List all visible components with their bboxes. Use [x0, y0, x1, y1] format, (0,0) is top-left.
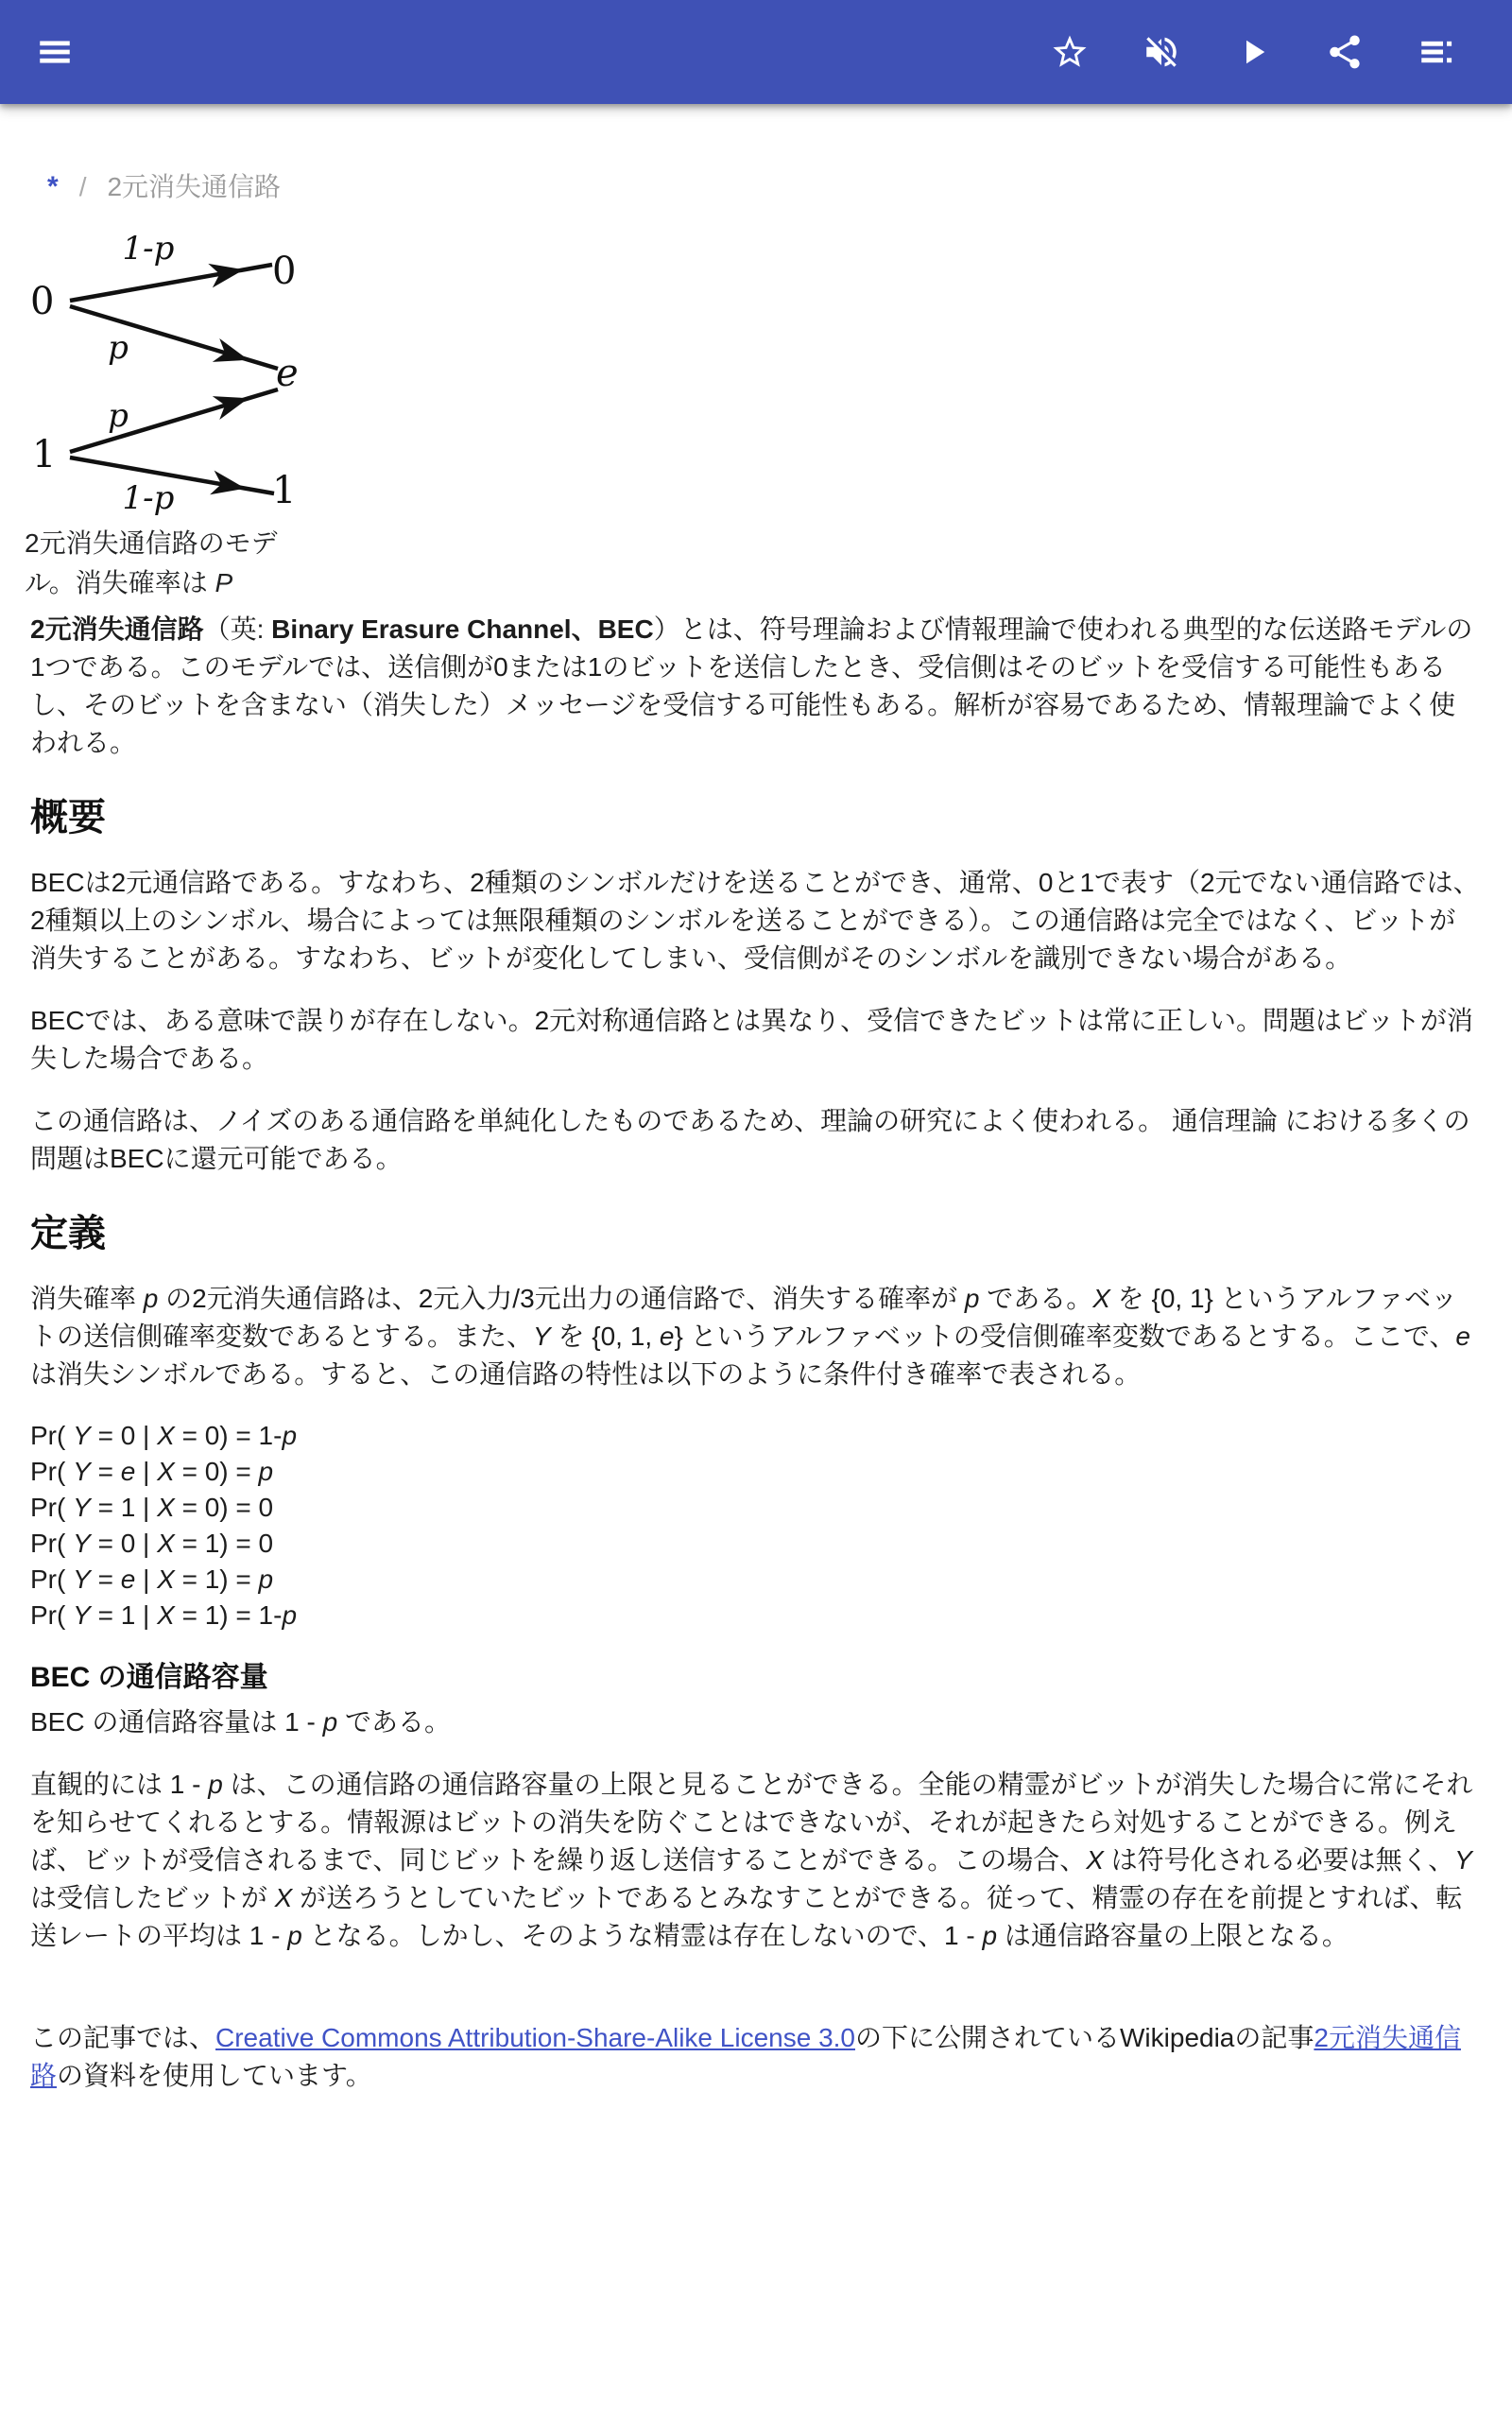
footer-link[interactable]: Creative Commons Attribution-Share-Alike License 3.0	[215, 2023, 855, 2052]
article-list-glyph	[1417, 32, 1456, 72]
section-heading-definition: 定義	[30, 1213, 106, 1254]
overview-paragraph-2: BECでは、ある意味で誤りが存在しない。2元対称通信路とは異なり、受信できたビットは常に正しい。問題はビットが消失した場合である。	[30, 1006, 1473, 1073]
play-icon[interactable]	[1232, 31, 1274, 73]
conditional-probability-equations	[30, 1418, 1482, 1634]
equation-line: Pr( Y = 1 | X = 0) = 0	[30, 1493, 274, 1522]
menu-icon[interactable]	[34, 31, 76, 73]
article-content	[0, 170, 1512, 2095]
edge-label-1-p-bottom: 1-p	[122, 479, 175, 517]
play-glyph	[1233, 32, 1273, 72]
article-body	[30, 611, 1482, 2095]
share-icon[interactable]	[1324, 31, 1366, 73]
volume-off-icon[interactable]	[1141, 31, 1182, 73]
input-node-1: 1	[32, 433, 57, 476]
subsection-heading-capacity: BEC の通信路容量	[30, 1662, 268, 1693]
capacity-paragraph: BEC の通信路容量は 1 - p である。	[30, 1707, 451, 1737]
overview-paragraph-1: BECは2元通信路である。すなわち、2種類のシンボルだけを送ることができ、通常、0と1で表す（2元でない通信路では、2種類以上のシンボル、場合によっては無限種類のシンボルを送ることができる）。この通信路は完全ではなく、ビットが消失することがある。すなわち、ビットが変化してしまい、受信側がそのシンボルを識別できない場合がある。	[30, 868, 1480, 973]
article-list-icon[interactable]	[1416, 31, 1457, 73]
output-node-0: 0	[272, 250, 297, 293]
breadcrumb	[30, 170, 1482, 204]
star-outline-icon[interactable]	[1049, 31, 1091, 73]
equation-line: Pr( Y = 1 | X = 1) = 1-p	[30, 1600, 298, 1630]
menu-icon-glyph	[35, 32, 75, 72]
input-node-0: 0	[30, 280, 55, 323]
output-node-1: 1	[272, 469, 297, 512]
breadcrumb-separator: /	[78, 172, 87, 201]
equation-line: Pr( Y = 0 | X = 1) = 0	[30, 1529, 274, 1558]
equation-line: Pr( Y = e | X = 1) = p	[30, 1564, 274, 1594]
overview-paragraph-3: この通信路は、ノイズのある通信路を単純化したものであるため、理論の研究によく使われる。 通信理論 における多くの問題はBECに還元可能である。	[30, 1106, 1470, 1173]
equation-line: Pr( Y = 0 | X = 0) = 1-p	[30, 1421, 298, 1450]
figure-caption: 2元消失通信路のモデル。消失確率は P	[25, 528, 278, 597]
app-bar-actions	[1049, 31, 1457, 73]
section-heading-overview: 概要	[30, 797, 106, 838]
intuition-paragraph: 直観的には 1 - p は、この通信路の通信路容量の上限と見ることができる。全能の精霊がビットが消失した場合に常にそれを知らせてくれるとする。情報源はビットの消失を防ぐことはできないが、それが起きたら対処することができる。例えば、ビットが受信されるまで、同じビットを繰り返し送信することができる。この場合、X は符号化される必要は無く、Y は受信したビットが X が送ろうとしていたビットであるとみなすことができる。従って、精霊の存在を前提とすれば、転送レートの平均は 1 - p となる。しかし、そのような精霊は存在しないので、1 - p は通信路容量の上限となる。	[30, 1770, 1473, 1950]
bec-diagram	[25, 234, 308, 518]
output-node-e: e	[276, 352, 299, 395]
edge-label-1-p-top: 1-p	[122, 234, 175, 268]
app-bar	[0, 0, 1512, 104]
edge-label-p-upper: p	[108, 329, 129, 367]
edge-label-p-lower: p	[108, 397, 129, 435]
license-footer: この記事では、Creative Commons Attribution-Share-Alike License 3.0の下に公開されているWikipediaの記事2元消失通信路の資料を使用しています。	[30, 2023, 1461, 2090]
star-outline-glyph	[1050, 32, 1090, 72]
breadcrumb-home-link[interactable]: *	[47, 171, 59, 202]
share-glyph	[1325, 32, 1365, 72]
definition-paragraph: 消失確率 p の2元消失通信路は、2元入力/3元出力の通信路で、消失する確率が p である。X を {0, 1} というアルファベットの送信側確率変数であるとする。また、Y を {0, 1, e} というアルファベットの受信側確率変数であるとする。ここで、e は消失シンボルである。すると、この通信路の特性は以下のように条件付き確率で表される。	[30, 1284, 1470, 1389]
bec-channel-figure	[25, 234, 1482, 603]
breadcrumb-current-page: 2元消失通信路	[107, 172, 282, 201]
equation-line: Pr( Y = e | X = 0) = p	[30, 1457, 274, 1486]
footer-link[interactable]: 2元消失通信路	[30, 2023, 1461, 2090]
volume-off-glyph	[1142, 32, 1181, 72]
lead-paragraph: 2元消失通信路（英: Binary Erasure Channel、BEC）とは、符号理論および情報理論で使われる典型的な伝送路モデルの1つである。このモデルでは、送信側が0または1のビットを送信したとき、受信側はそのビットを受信する可能性もあるし、そのビットを含まない（消失した）メッセージを受信する可能性もある。解析が容易であるため、情報理論でよく使われる。	[30, 614, 1473, 757]
